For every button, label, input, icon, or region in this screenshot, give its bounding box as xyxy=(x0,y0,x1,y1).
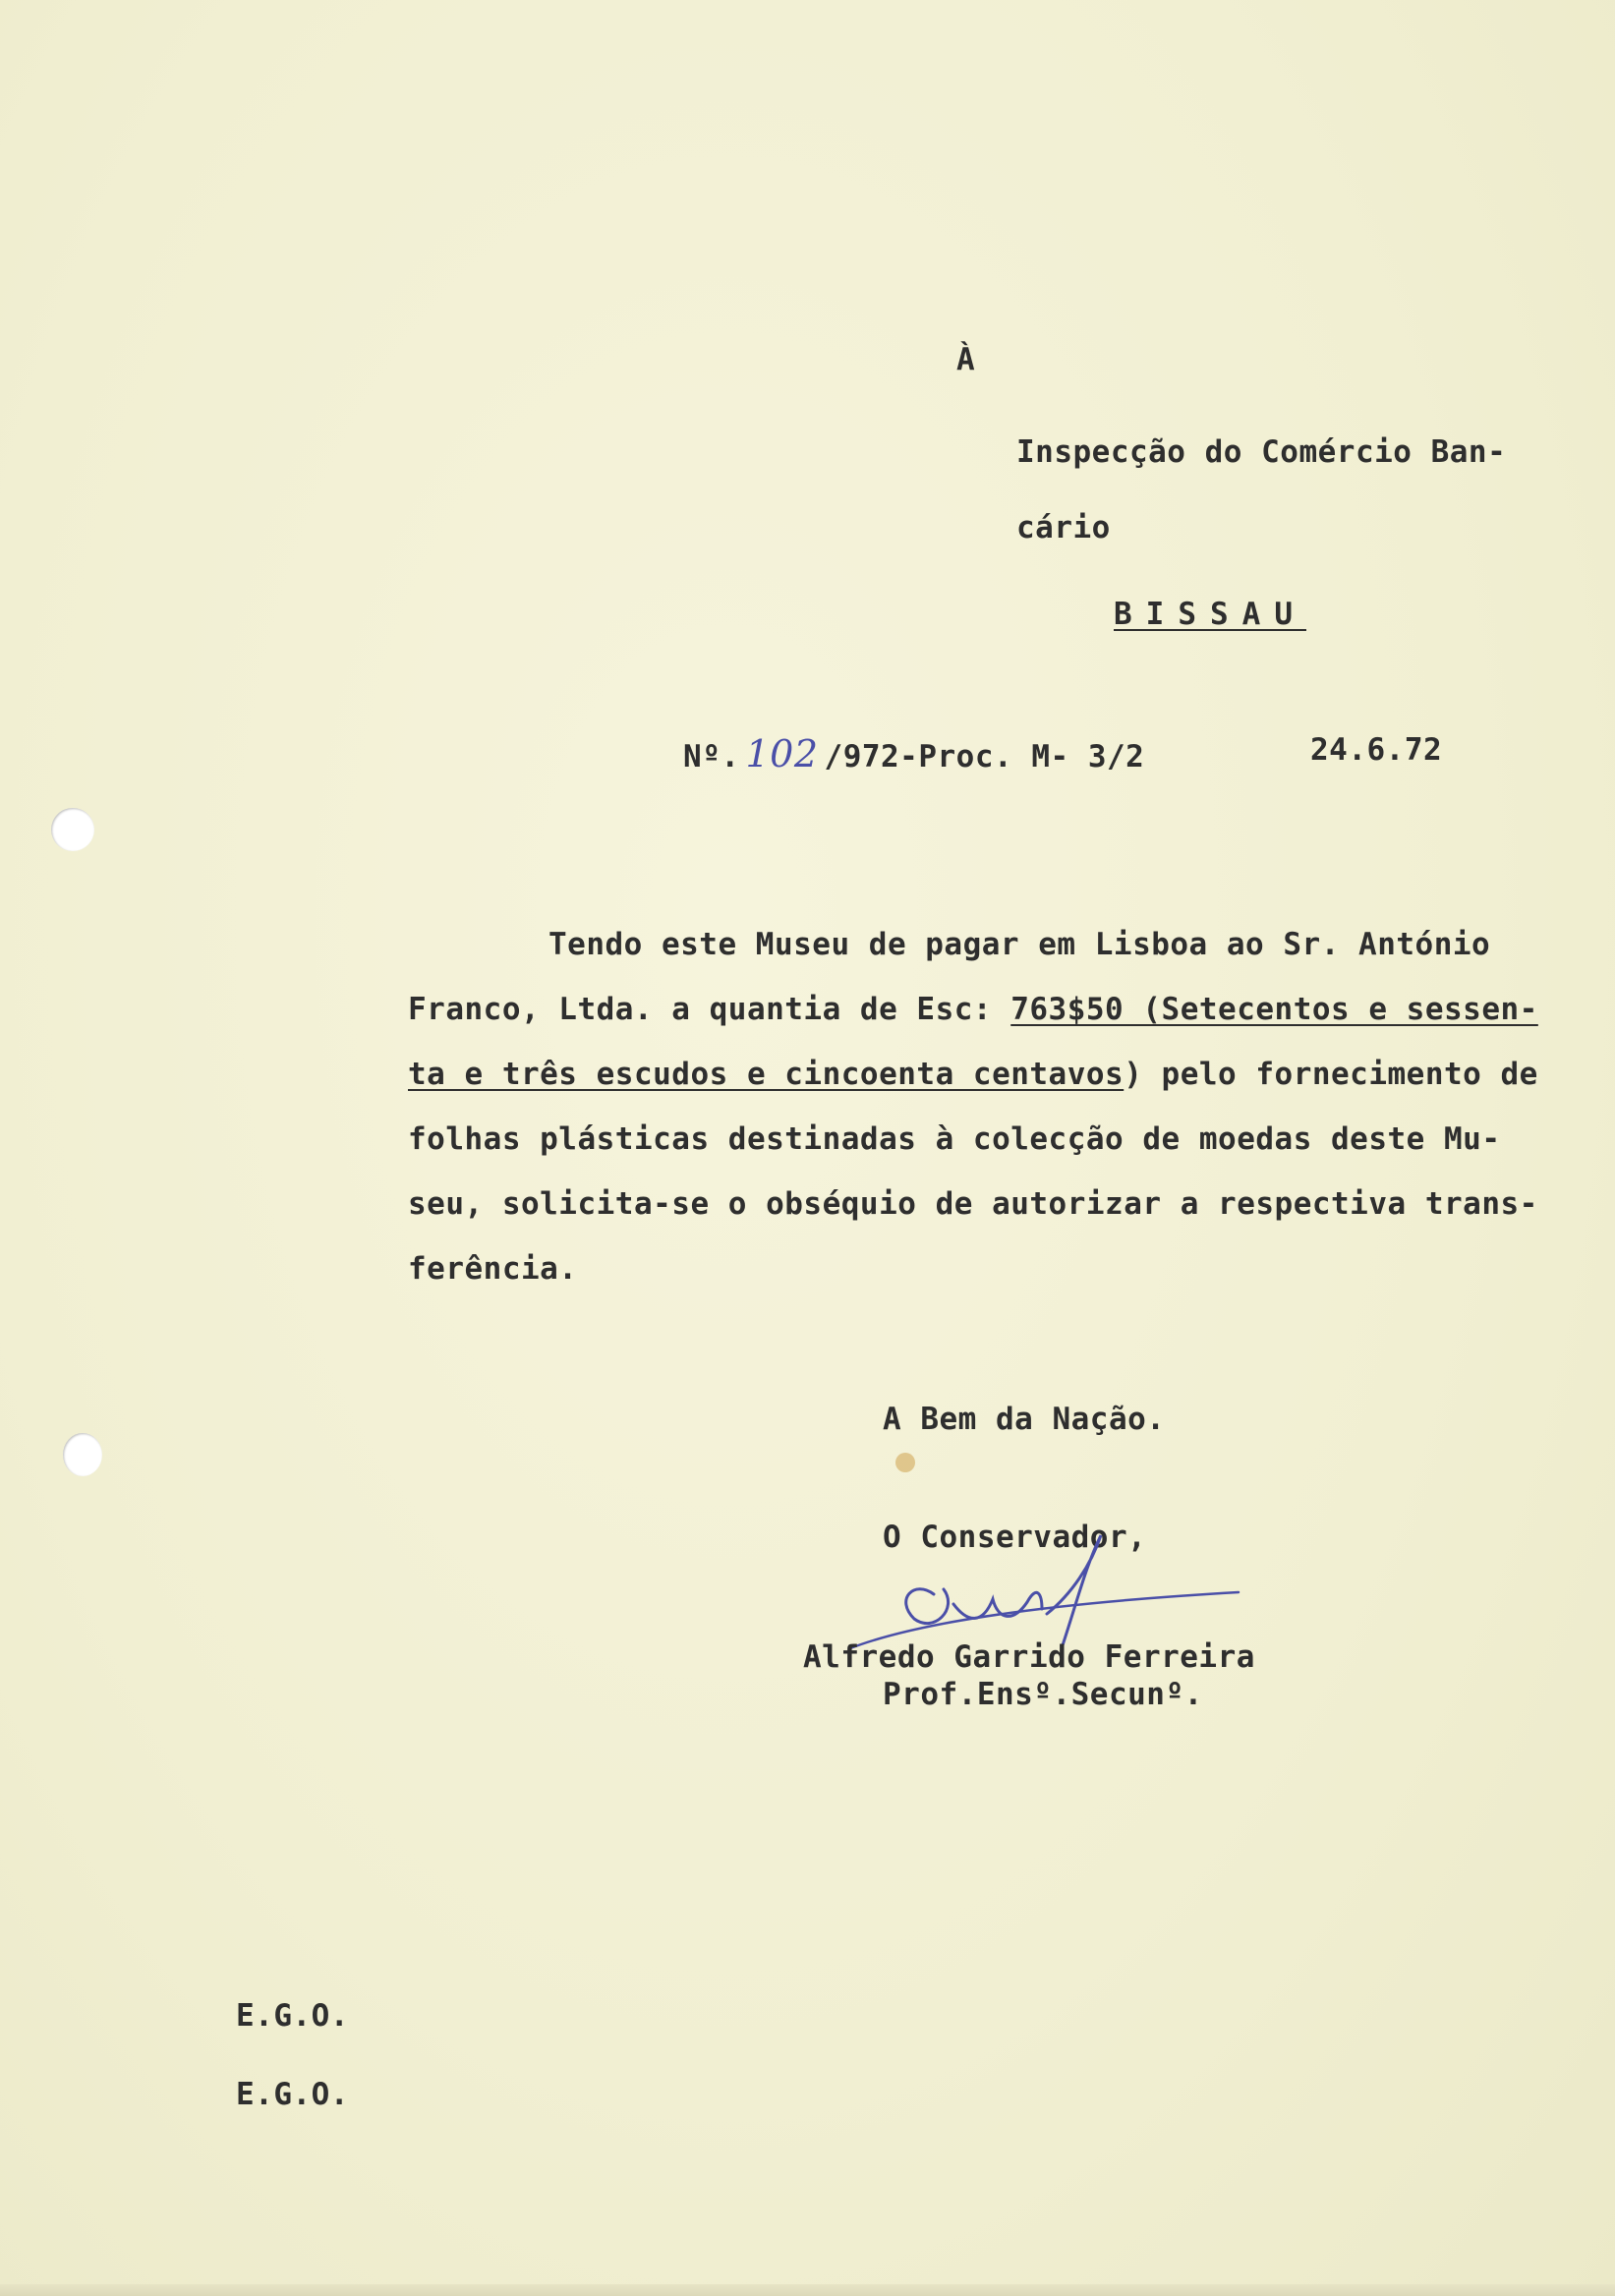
body-line-2-start: Franco, Ltda. a quantia de Esc: xyxy=(408,992,1011,1027)
reference-suffix: /972-Proc. M- 3/2 xyxy=(824,739,1145,775)
body-line-1: Tendo este Museu de pagar em Lisboa ao Sr. António xyxy=(548,927,1491,962)
signature-stroke-3 xyxy=(1047,1535,1101,1648)
signatory-position: Prof.Ensº.Secunº. xyxy=(883,1677,1203,1712)
ink-stain xyxy=(895,1453,915,1472)
letter-date: 24.6.72 xyxy=(1310,732,1443,768)
paper-bottom-edge xyxy=(0,2284,1615,2296)
body-line-3-end: ) pelo fornecimento de xyxy=(1124,1057,1538,1092)
body-line-5: seu, solicita-se o obséquio de autorizar a respectiva trans- xyxy=(408,1186,1538,1222)
salutation: À xyxy=(956,342,976,377)
closing-title: O Conservador, xyxy=(883,1520,1147,1555)
body-line-3 xyxy=(408,1057,1538,1092)
recipient-line-2: cário xyxy=(1016,510,1111,545)
punch-hole-top xyxy=(51,808,94,851)
footer-initials-2: E.G.O. xyxy=(236,2077,349,2112)
reference-line xyxy=(683,732,1144,775)
signatory-name: Alfredo Garrido Ferreira xyxy=(803,1639,1255,1675)
amount-words-underlined: ta e três escudos e cincoenta centavos xyxy=(408,1057,1125,1092)
recipient-line-1: Inspecção do Comércio Ban- xyxy=(1016,434,1507,470)
closing-greeting: A Bem da Nação. xyxy=(883,1402,1166,1437)
body-line-2 xyxy=(408,992,1538,1027)
footer-initials-1: E.G.O. xyxy=(236,1998,349,2034)
signature xyxy=(836,1525,1248,1653)
signature-stroke-1 xyxy=(906,1589,949,1624)
body-line-4: folhas plásticas destinadas à colecção de moedas deste Mu- xyxy=(408,1121,1501,1157)
reference-prefix: Nº. xyxy=(683,739,740,775)
city: BISSAU xyxy=(1114,597,1306,632)
handwritten-reference-number: 102 xyxy=(745,732,819,775)
body-line-6: ferência. xyxy=(408,1251,578,1287)
amount-underlined: 763$50 (Setecentos e sessen- xyxy=(1010,992,1538,1027)
punch-hole-bottom xyxy=(63,1433,102,1476)
